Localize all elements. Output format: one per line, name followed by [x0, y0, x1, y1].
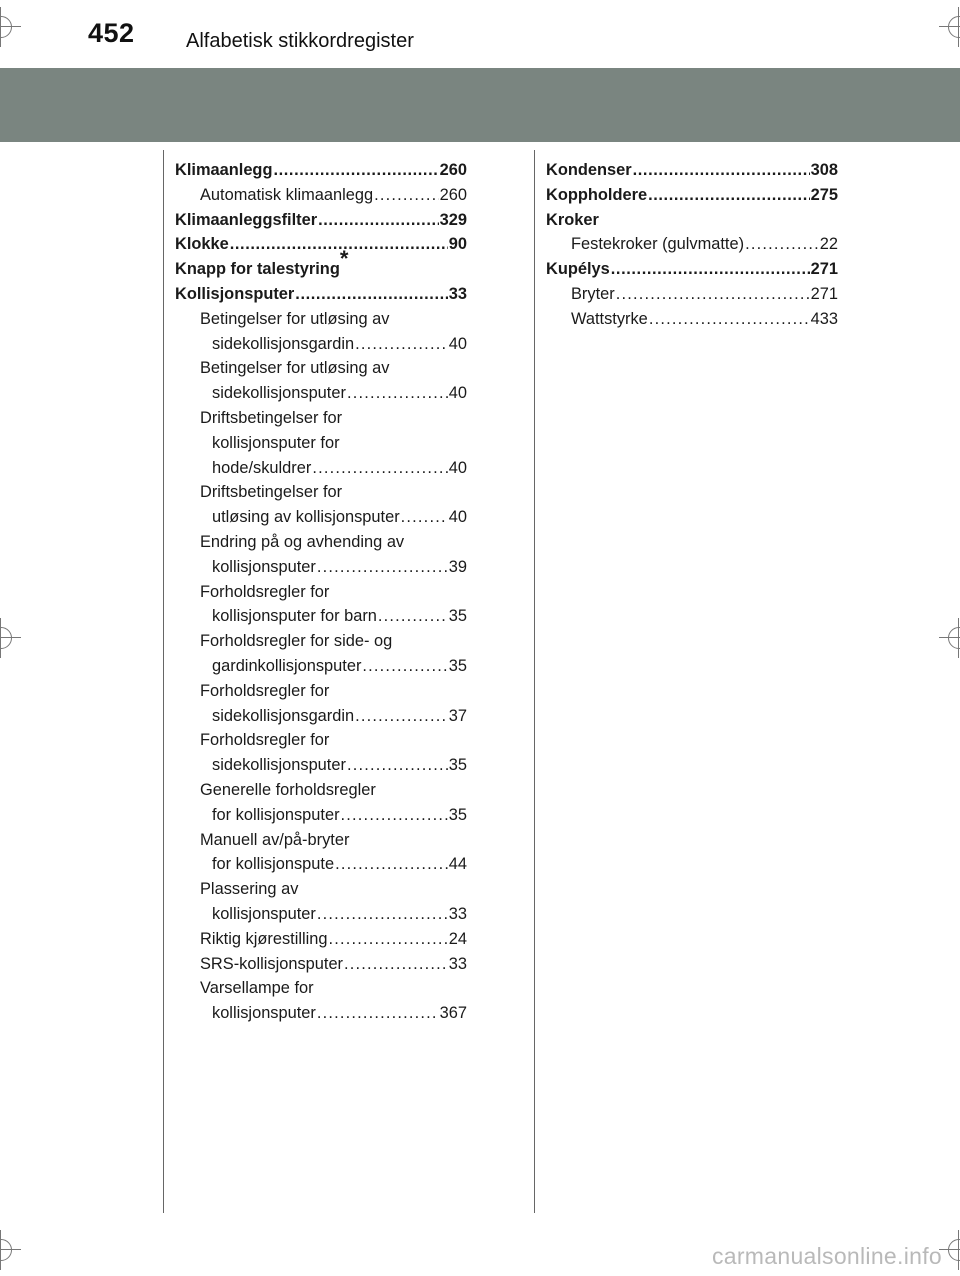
entry-term-line: Forholdsregler for side- og [200, 632, 393, 651]
entry-page: 33 [448, 954, 467, 973]
entry-term-line: kollisjonsputer [212, 904, 316, 923]
index-subentry [175, 728, 467, 778]
index-subentry [175, 877, 467, 927]
entry-term: Riktig kjørestilling [200, 929, 328, 948]
entry-page: 35 [448, 607, 467, 626]
page-title: Alfabetisk stikkordregister [186, 30, 414, 52]
entry-page: 40 [448, 508, 467, 527]
leader-dots [344, 952, 448, 977]
leader-dots [341, 803, 448, 828]
entry-term-line: for kollisjonsputer [212, 805, 340, 824]
entry-term-line: hode/skuldrer [212, 458, 312, 477]
leader-dots [745, 232, 819, 257]
entry-term: Kollisjonsputer [175, 284, 295, 303]
entry-term-line: sidekollisjonsgardin [212, 334, 355, 353]
index-entry-knapp-for-talestyring [175, 245, 467, 282]
entry-term-line: Forholdsregler for [200, 582, 330, 601]
entry-page: 260 [439, 185, 467, 204]
entry-term: Knapp for talestyring [175, 260, 340, 279]
entry-term: Wattstyrke [571, 309, 648, 328]
entry-page: 90 [448, 235, 467, 254]
entry-page: 35 [448, 756, 467, 775]
entry-term: Bryter [571, 284, 615, 303]
entry-page: 22 [819, 235, 838, 254]
entry-page: 433 [810, 309, 838, 328]
entry-page: 308 [810, 161, 838, 179]
registration-mark-icon [0, 1230, 21, 1270]
index-entry-klokke [175, 232, 467, 257]
index-subentry [175, 927, 467, 952]
leader-dots [374, 183, 439, 208]
index-subentry-festekroker [546, 232, 838, 257]
entry-term-line: kollisjonsputer for barn [212, 607, 377, 626]
leader-dots [317, 1001, 439, 1026]
registration-mark-icon [939, 618, 960, 658]
watermark: carmanualsonline.info [711, 1243, 942, 1269]
entry-term: Kroker [546, 210, 599, 229]
entry-page: 40 [448, 334, 467, 353]
entry-term: Klokke [175, 235, 229, 254]
registration-mark-icon [0, 7, 21, 47]
index-subentry [175, 828, 467, 878]
leader-dots [230, 232, 448, 257]
entry-page: 35 [448, 805, 467, 824]
registration-mark-icon [939, 1230, 960, 1270]
entry-page: 367 [439, 1004, 467, 1023]
entry-term-line: Manuell av/på-bryter [200, 830, 350, 849]
index-subentry [175, 629, 467, 679]
leader-dots [317, 902, 448, 927]
leader-dots [401, 505, 448, 530]
leader-dots [318, 208, 439, 233]
index-subentry-bryter [546, 282, 838, 307]
index-subentry [175, 480, 467, 530]
entry-term-line: kollisjonsputer [212, 1004, 316, 1023]
index-entry-koppholdere [546, 183, 838, 208]
entry-term-line: Endring på og avhending av [200, 532, 405, 551]
index-subentry [175, 356, 467, 406]
index-subentry [175, 530, 467, 580]
leader-dots [355, 332, 448, 357]
entry-term: Kupélys [546, 260, 610, 279]
entry-term: Kondenser [546, 161, 632, 179]
entry-term-line: Betingelser for utløsing av [200, 359, 390, 378]
index-entry-kondenser [546, 158, 838, 183]
entry-page: 33 [448, 904, 467, 923]
entry-term: Festekroker (gulvmatte) [571, 235, 745, 254]
entry-term-line: Driftsbetingelser for [200, 408, 343, 427]
index-entry-kupelys [546, 257, 838, 282]
entry-page: 35 [448, 656, 467, 675]
entry-page: 40 [448, 384, 467, 403]
index-subentry-automatisk-klimaanlegg [175, 183, 467, 208]
leader-dots [648, 183, 810, 208]
entry-term-line: kollisjonsputer [212, 557, 316, 576]
leader-dots [616, 282, 810, 307]
entry-page: 24 [448, 929, 467, 948]
leader-dots [329, 927, 448, 952]
entry-page: 275 [810, 185, 838, 204]
index-entry-klimaanleggsfilter [175, 208, 467, 233]
left-column-rule [163, 150, 164, 1213]
entry-term-line: for kollisjonspute [212, 855, 335, 874]
index-entry-klimaanlegg [175, 158, 467, 183]
leader-dots [355, 704, 448, 729]
registration-mark-icon [939, 7, 960, 47]
index-subentry [175, 307, 467, 357]
leader-dots [347, 381, 448, 406]
center-column-rule [534, 150, 535, 1213]
entry-term-line: Forholdsregler for [200, 681, 330, 700]
index-subentry [175, 679, 467, 729]
leader-dots [317, 555, 448, 580]
entry-page: 271 [810, 260, 838, 279]
leader-dots [649, 307, 810, 332]
entry-page: 44 [448, 855, 467, 874]
leader-dots [378, 604, 448, 629]
entry-term-line: Betingelser for utløsing av [200, 309, 390, 328]
index-entry-kollisjonsputer [175, 282, 467, 307]
index-subentry [175, 406, 467, 480]
entry-term: Automatisk klimaanlegg [200, 185, 374, 204]
entry-page: 37 [448, 706, 467, 725]
entry-term-line: gardinkollisjonsputer [212, 656, 362, 675]
entry-term: Klimaanlegg [175, 161, 273, 179]
entry-page: 260 [439, 161, 467, 179]
entry-term: Koppholdere [546, 185, 648, 204]
index-subentry [175, 778, 467, 828]
leader-dots [335, 852, 448, 877]
entry-page: 329 [439, 210, 467, 229]
entry-term-line: utløsing av kollisjonsputer [212, 508, 400, 527]
leader-dots [273, 158, 438, 183]
page-header [0, 0, 960, 70]
leader-dots [295, 282, 447, 307]
page-number: 452 [88, 18, 135, 48]
entry-page: 40 [448, 458, 467, 477]
entry-term-line: sidekollisjonsputer [212, 384, 346, 403]
header-band [0, 68, 960, 142]
entry-term: SRS-kollisjonsputer [200, 954, 344, 973]
entry-term: Klimaanleggsfilter [175, 210, 318, 229]
leader-dots [347, 753, 448, 778]
index-subentry [175, 580, 467, 630]
leader-dots [633, 158, 810, 183]
index-column-right [546, 158, 838, 332]
index-entry-kroker [546, 208, 838, 233]
entry-term-line: Varsellampe for [200, 979, 314, 998]
registration-mark-icon [0, 618, 21, 658]
index-subentry [175, 952, 467, 977]
entry-term-line: Generelle forholdsregler [200, 780, 376, 799]
index-subentry-wattstyrke [546, 307, 838, 332]
entry-term-line: Driftsbetingelser for [200, 483, 343, 502]
entry-term-line: kollisjonsputer for [212, 433, 340, 452]
asterisk-mark: * [339, 245, 349, 271]
leader-dots [362, 654, 447, 679]
entry-term-line: Plassering av [200, 880, 299, 899]
entry-page: 39 [448, 557, 467, 576]
entry-page: 33 [448, 284, 467, 303]
index-column-left [175, 158, 467, 1026]
index-subentry [175, 976, 467, 1026]
leader-dots [312, 456, 447, 481]
entry-term-line: sidekollisjonsgardin [212, 706, 355, 725]
leader-dots [611, 257, 810, 282]
entry-term-line: Forholdsregler for [200, 731, 330, 750]
entry-term-line: sidekollisjonsputer [212, 756, 346, 775]
entry-page: 271 [810, 284, 838, 303]
